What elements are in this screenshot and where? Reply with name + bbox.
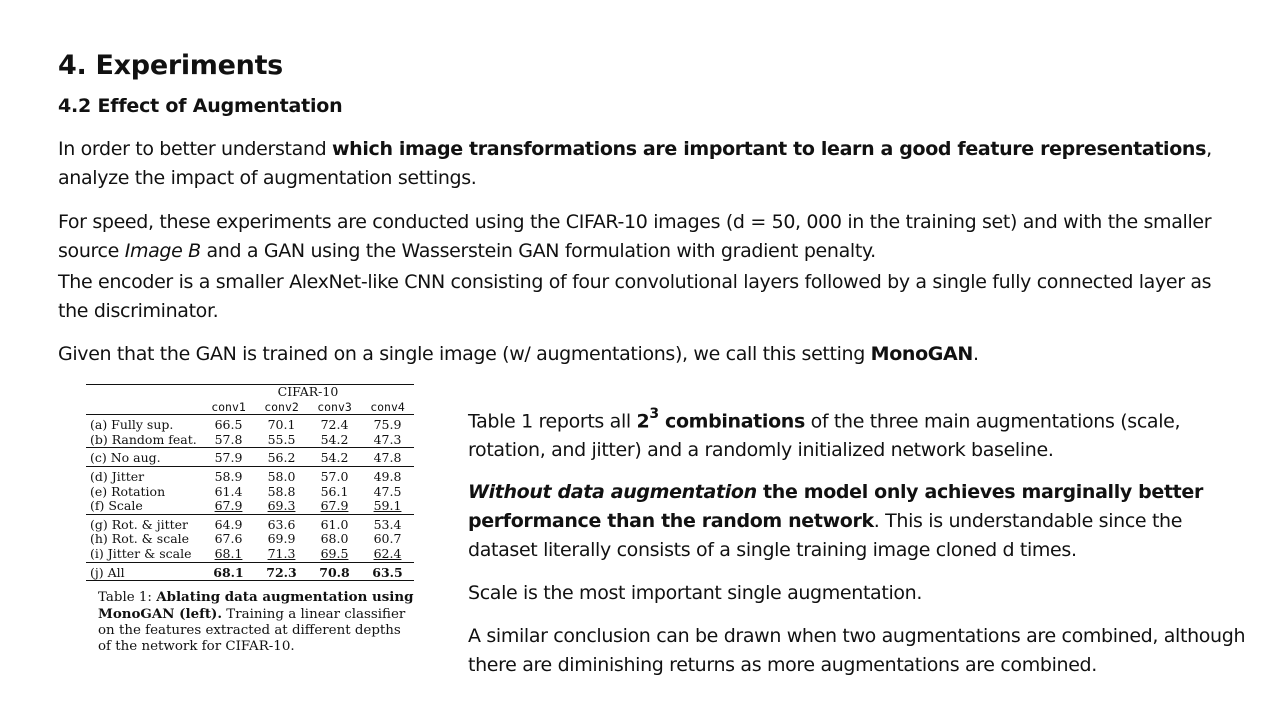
table-cell: 61.0	[308, 514, 361, 532]
table-cell: 69.9	[267, 531, 296, 547]
table-cell: 47.8	[361, 448, 414, 467]
table-row	[86, 466, 414, 484]
table-cell: 59.1	[373, 498, 402, 514]
table-cell: 72.4	[308, 415, 361, 433]
table-cell: 57.0	[308, 466, 361, 484]
results-table	[86, 384, 414, 581]
table-cell: 70.1	[255, 415, 308, 433]
table-cell: 68.1	[202, 562, 255, 581]
paragraph-scale: Scale is the most important single augmentation.	[468, 582, 923, 604]
table-row	[86, 514, 414, 532]
table-row	[86, 499, 414, 514]
table-row	[86, 562, 414, 581]
paragraph-combinations	[468, 402, 1248, 465]
table-dataset-header: CIFAR-10	[202, 385, 414, 400]
table-cell: 49.8	[361, 466, 414, 484]
table-column-header: conv2	[264, 399, 299, 414]
paragraph-combinations-bold: combinations	[658, 410, 805, 433]
results-table-figure	[86, 384, 414, 655]
table-caption	[98, 589, 414, 655]
row-label: (e) Rotation	[90, 483, 166, 499]
row-label: (j) All	[86, 562, 202, 581]
table-row	[86, 547, 414, 562]
table-cell: 53.4	[361, 514, 414, 532]
table-cell: 58.9	[202, 466, 255, 484]
section-heading: 4. Experiments	[58, 50, 283, 81]
table-cell: 69.5	[320, 545, 349, 561]
table-cell: 56.2	[255, 448, 308, 467]
table-column-header: conv3	[317, 399, 352, 414]
table-cell: 70.8	[308, 562, 361, 581]
caption-prefix: Table 1:	[98, 590, 157, 606]
table-cell: 54.2	[320, 431, 349, 447]
table-cell: 75.9	[361, 415, 414, 433]
table-cell: 63.6	[255, 514, 308, 532]
paragraph-conclusion: A similar conclusion can be drawn when two augmentations are combined, although there are diminishing returns as more augmentations are combined.	[468, 625, 1246, 676]
paragraph-intro-bold: which image transformations are important to learn a good feature representations	[331, 138, 1207, 160]
power-exponent: 3	[649, 406, 659, 422]
table-row	[86, 415, 414, 433]
table-cell: 67.6	[214, 531, 243, 547]
table-cell: 68.1	[214, 545, 243, 561]
table-cell: 63.5	[361, 562, 414, 581]
paragraph-intro-tail: , analyze the impact of augmentation settings.	[58, 138, 1212, 189]
table-cell: 69.3	[267, 498, 296, 514]
power-base: 2	[636, 410, 650, 433]
paragraph-combinations-tail: of the three main augmentations (scale, rotation, and jitter) and a randomly initialized network baseline.	[468, 410, 1181, 462]
table-cell: 67.9	[214, 498, 243, 514]
table-row	[86, 448, 414, 467]
paragraph-monogan	[58, 340, 1228, 369]
paragraph-no-augmentation	[468, 478, 1248, 565]
paragraph-monogan-text: Given that the GAN is trained on a single image (w/ augmentations), we call this setting	[58, 343, 871, 365]
table-cell: 57.8	[214, 431, 243, 447]
table-cell: 64.9	[202, 514, 255, 532]
table-cell: 57.9	[202, 448, 255, 467]
paragraph-setup	[58, 208, 1228, 266]
subsection-heading: 4.2 Effect of Augmentation	[58, 95, 343, 117]
table-cell: 66.5	[202, 415, 255, 433]
table-cell: 71.3	[267, 545, 296, 561]
table-row	[86, 433, 414, 448]
paragraph-no-augmentation-tail: . This is understandable since the dataset literally consists of a single training image cloned d times.	[468, 510, 1183, 561]
table-row	[86, 485, 414, 500]
table-cell: 61.4	[214, 483, 243, 499]
row-label: (b) Random feat.	[90, 431, 197, 447]
table-column-header: conv4	[370, 399, 405, 414]
caption-bold: Ablating data augmentation using MonoGAN (left).	[98, 589, 414, 623]
table-cell: 58.8	[267, 483, 296, 499]
table-cell: 62.4	[373, 545, 402, 561]
table-cell: 56.1	[320, 483, 349, 499]
paragraph-no-augmentation-bold: the model only achieves marginally better performance than the random network	[468, 481, 1203, 532]
row-label: (h) Rot. & scale	[90, 531, 190, 547]
table-cell: 47.5	[373, 483, 402, 499]
paragraph-encoder: The encoder is a smaller AlexNet-like CNN consisting of four convolutional layers followed by a single fully connected layer as the discriminator.	[58, 271, 1212, 322]
paragraph-setup-italic: Image B	[124, 240, 201, 262]
table-cell: 58.0	[255, 466, 308, 484]
paragraph-intro	[58, 135, 1228, 193]
paragraph-setup-tail: and a GAN using the Wasserstein GAN formulation with gradient penalty.	[200, 240, 876, 262]
row-label: (i) Jitter & scale	[90, 545, 192, 561]
row-label: (g) Rot. & jitter	[86, 514, 202, 532]
row-label: (d) Jitter	[86, 466, 202, 484]
table-column-header: conv1	[211, 399, 246, 414]
paragraph-no-augmentation-bold-italic: Without data augmentation	[468, 481, 757, 503]
table-cell: 55.5	[267, 431, 296, 447]
table-cell: 47.3	[373, 431, 402, 447]
table-cell: 60.7	[373, 531, 402, 547]
table-cell: 68.0	[320, 531, 349, 547]
row-label: (c) No aug.	[86, 448, 202, 467]
table-cell: 72.3	[255, 562, 308, 581]
caption-text: Training a linear classifier on the features extracted at different depths of the network for CIFAR-10.	[98, 607, 406, 655]
paragraph-monogan-bold: MonoGAN	[870, 343, 973, 365]
table-row	[86, 532, 414, 547]
paragraph-monogan-tail: .	[972, 343, 979, 365]
table-cell: 67.9	[320, 498, 349, 514]
row-label: (f) Scale	[90, 498, 143, 514]
paragraph-setup-text: For speed, these experiments are conducted using the CIFAR-10 images (d = 50, 000 in the training set) and with the smaller source	[58, 211, 1212, 262]
paragraph-combinations-text: Table 1 reports all	[468, 410, 637, 433]
row-label: (a) Fully sup.	[86, 415, 202, 433]
table-cell: 54.2	[308, 448, 361, 467]
paragraph-intro-text: In order to better understand	[58, 138, 332, 160]
